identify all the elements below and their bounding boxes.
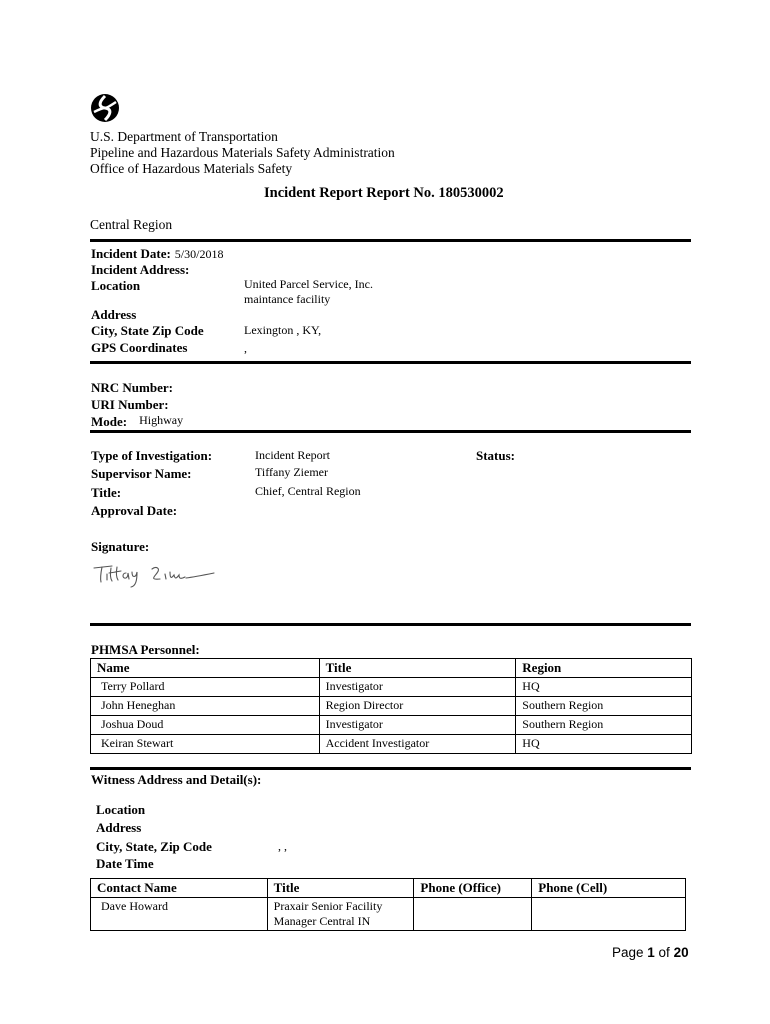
mode-value: Highway: [139, 413, 184, 427]
page-of: of: [654, 945, 674, 960]
witness-address-label: Address: [96, 820, 142, 835]
personnel-title: Region Director: [319, 697, 516, 716]
column-header-contact-name: Contact Name: [91, 879, 268, 898]
uri-number-label: URI Number:: [91, 397, 169, 412]
witness-city-value: , ,: [278, 839, 287, 853]
nrc-number-label: NRC Number:: [91, 380, 173, 395]
personnel-title: Accident Investigator: [319, 735, 516, 754]
location-value-2: maintance facility: [244, 292, 331, 306]
column-header-phone-cell: Phone (Cell): [532, 879, 686, 898]
divider: [90, 430, 691, 433]
column-header-name: Name: [91, 659, 320, 678]
witness-heading: Witness Address and Detail(s):: [91, 772, 262, 787]
personnel-table-header: [91, 659, 692, 678]
table-row: [91, 735, 692, 754]
divider: [90, 361, 691, 364]
location-label: Location: [91, 278, 141, 293]
contact-phone-cell: [532, 898, 686, 931]
personnel-region: Southern Region: [516, 716, 692, 735]
witness-contact-table: [90, 878, 686, 931]
personnel-region: HQ: [516, 678, 692, 697]
mode-label: Mode:: [91, 414, 128, 429]
divider: [90, 623, 691, 626]
signature-image: [90, 558, 220, 590]
contact-name: Dave Howard: [91, 898, 268, 931]
page-prefix: Page: [612, 945, 648, 960]
gps-value: ,: [244, 341, 247, 355]
status-label: Status:: [476, 448, 516, 463]
contact-phone-office: [414, 898, 532, 931]
table-row: [91, 697, 692, 716]
personnel-region: HQ: [516, 735, 692, 754]
witness-location-label: Location: [96, 802, 146, 817]
title-value: Chief, Central Region: [255, 484, 361, 498]
personnel-table: [90, 658, 692, 754]
agency-line-1: U.S. Department of Transportation: [90, 129, 278, 144]
personnel-title: Investigator: [319, 678, 516, 697]
personnel-title: Investigator: [319, 716, 516, 735]
incident-address-label: Incident Address:: [91, 262, 190, 277]
witness-city-label: City, State, Zip Code: [96, 839, 212, 854]
table-row: [91, 898, 686, 931]
signature-label: Signature:: [91, 539, 150, 554]
location-value-1: United Parcel Service, Inc.: [244, 277, 373, 291]
gps-label: GPS Coordinates: [91, 340, 188, 355]
table-row: [91, 716, 692, 735]
column-header-phone-office: Phone (Office): [414, 879, 532, 898]
divider: [90, 767, 691, 770]
personnel-name: Joshua Doud: [91, 716, 320, 735]
column-header-title: Title: [319, 659, 516, 678]
report-title: Incident Report Report No. 180530002: [264, 185, 504, 201]
witness-table-header: [91, 879, 686, 898]
page-total: 20: [673, 945, 689, 960]
personnel-region: Southern Region: [516, 697, 692, 716]
page-number: [612, 945, 689, 960]
phmsa-personnel-heading: PHMSA Personnel:: [91, 642, 200, 657]
approval-date-label: Approval Date:: [91, 503, 178, 518]
table-row: [91, 678, 692, 697]
column-header-region: Region: [516, 659, 692, 678]
address-label: Address: [91, 307, 137, 322]
personnel-name: John Heneghan: [91, 697, 320, 716]
agency-line-2: Pipeline and Hazardous Materials Safety Administration: [90, 145, 395, 160]
dot-logo-icon: [90, 93, 120, 123]
personnel-name: Terry Pollard: [91, 678, 320, 697]
type-of-investigation-value: Incident Report: [255, 448, 330, 462]
region-label: Central Region: [90, 217, 173, 232]
contact-title: Praxair Senior Facility Manager Central IN: [267, 898, 414, 931]
divider: [90, 239, 691, 242]
type-of-investigation-label: Type of Investigation:: [91, 448, 213, 463]
title-label: Title:: [91, 485, 122, 500]
personnel-name: Keiran Stewart: [91, 735, 320, 754]
incident-date-row: [91, 245, 223, 263]
incident-date-value: 5/30/2018: [174, 247, 224, 261]
witness-datetime-label: Date Time: [96, 856, 154, 871]
page-current: 1: [647, 945, 655, 960]
column-header-title: Title: [267, 879, 414, 898]
supervisor-name-value: Tiffany Ziemer: [255, 465, 328, 479]
supervisor-name-label: Supervisor Name:: [91, 466, 192, 481]
city-state-zip-value: Lexington , KY,: [244, 323, 322, 337]
city-state-zip-label: City, State Zip Code: [91, 323, 204, 338]
incident-date-label: Incident Date:: [91, 246, 171, 261]
mode-row: [91, 413, 183, 431]
agency-line-3: Office of Hazardous Materials Safety: [90, 161, 293, 176]
